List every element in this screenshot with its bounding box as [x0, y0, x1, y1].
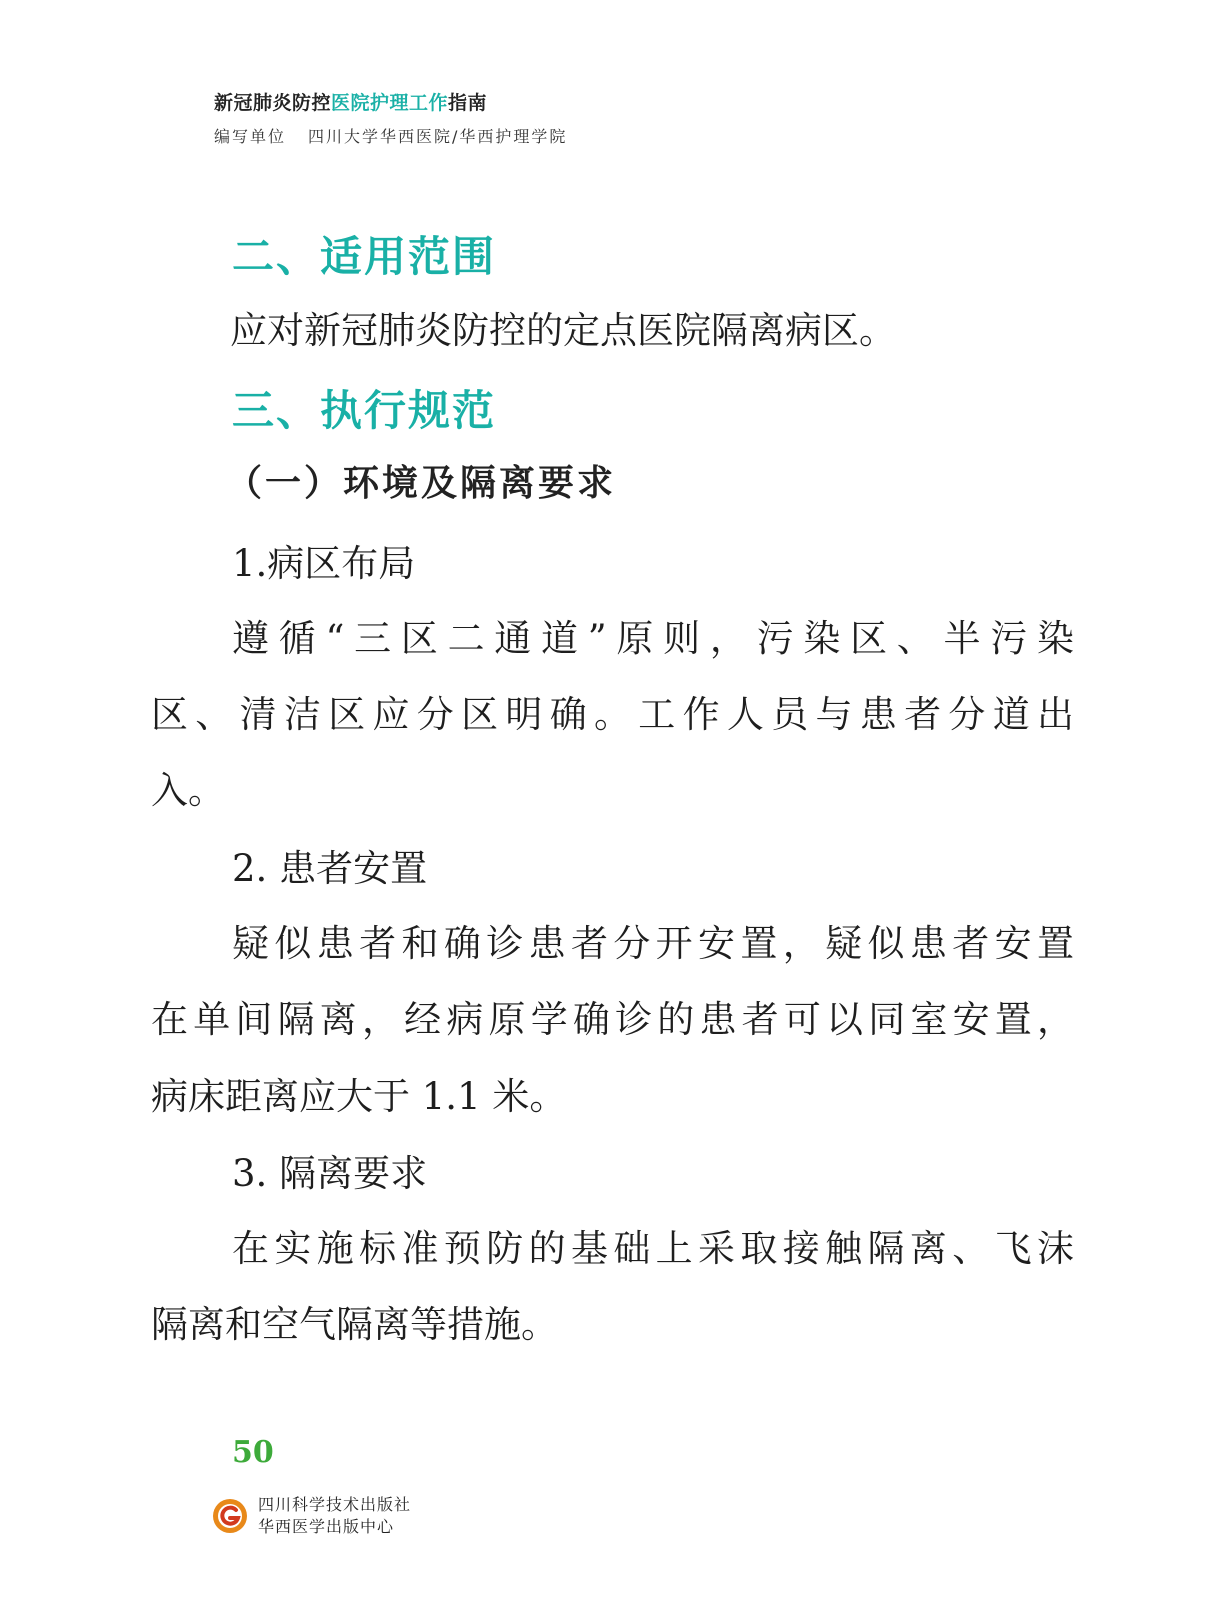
item3-title: 3. 隔离要求	[232, 1152, 428, 1195]
item3-line1: 在实施标准预防的基础上采取接触隔离、飞沫	[232, 1227, 1074, 1270]
item2-line2: 在单间隔离，经病原学确诊的患者可以同室安置，	[151, 998, 1074, 1041]
item1-title: 1.病区布局	[232, 542, 416, 585]
header-title	[214, 88, 567, 115]
header-title-accent: 医院护理工作	[331, 92, 449, 114]
item1-line2: 区、清洁区应分区明确。工作人员与患者分道出	[151, 693, 1074, 736]
publisher-logo-icon	[212, 1498, 248, 1534]
section2-text: 应对新冠肺炎防控的定点医院隔离病区。	[230, 309, 896, 352]
running-header	[214, 88, 567, 147]
publisher-line2: 华西医学出版中心	[258, 1517, 395, 1536]
item2-line3: 病床距离应大于 1.1 米。	[151, 1075, 567, 1118]
header-editor	[214, 124, 567, 147]
editor-value: 四川大学华西医院/华西护理学院	[308, 127, 568, 146]
section2-heading: 二、适用范围	[232, 232, 497, 281]
item2-line1: 疑似患者和确诊患者分开安置，疑似患者安置	[232, 922, 1074, 965]
item2-title: 2. 患者安置	[232, 847, 428, 890]
page-number: 50	[232, 1435, 274, 1470]
publisher-block	[212, 1494, 411, 1538]
item1-line3: 入。	[151, 769, 225, 812]
editor-label: 编写单位	[214, 127, 287, 146]
item3-line2: 隔离和空气隔离等措施。	[151, 1303, 558, 1346]
header-title-suffix: 指南	[448, 92, 488, 114]
section3-heading: 三、执行规范	[232, 386, 497, 435]
item1-line1: 遵循“三区二通道”原则，污染区、半污染	[232, 617, 1074, 660]
subsection1-heading: （一）环境及隔离要求	[226, 463, 617, 504]
publisher-line1: 四川科学技术出版社	[258, 1495, 412, 1514]
header-title-prefix: 新冠肺炎防控	[214, 92, 332, 114]
